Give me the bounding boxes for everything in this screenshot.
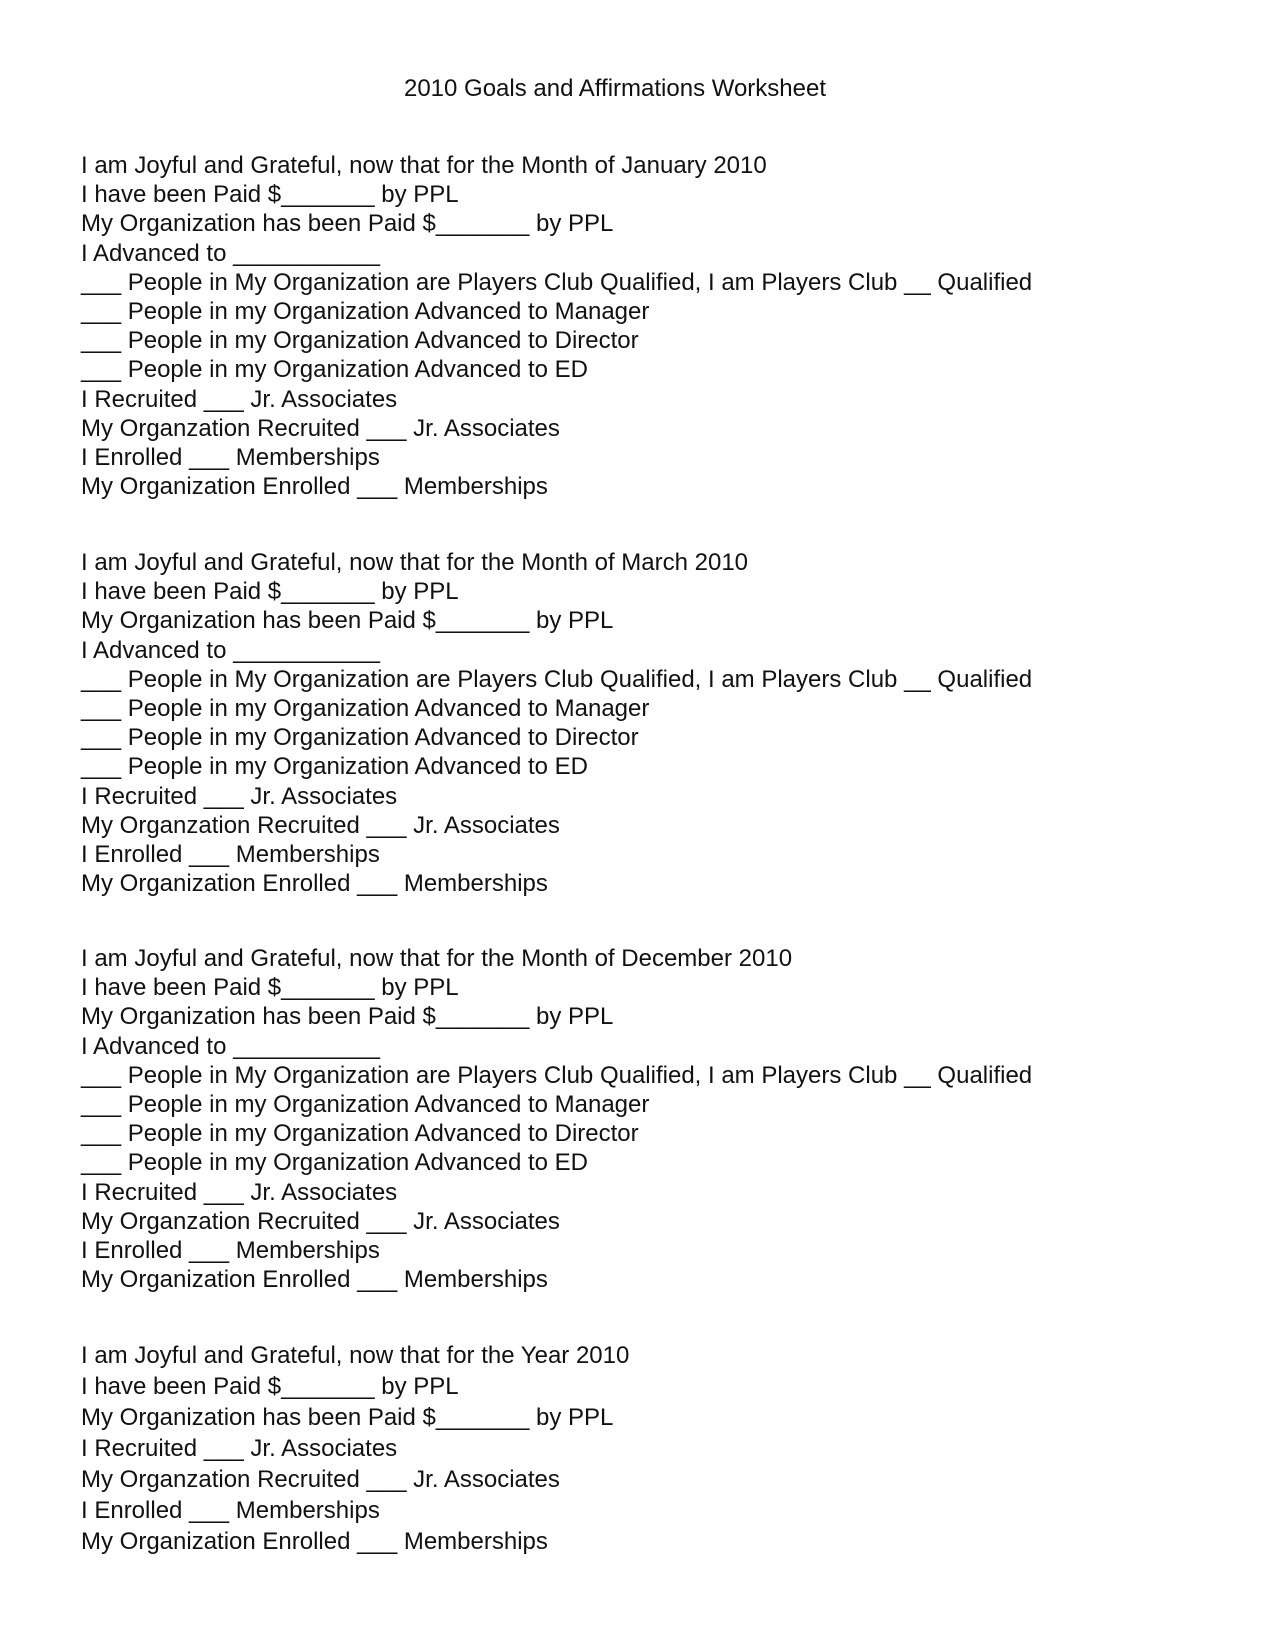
players-club-line: ___ People in My Organization are Players Club Qualified, I am Players Club __ Qualified xyxy=(81,1061,1033,1089)
organization-enrolled-line: My Organization Enrolled ___ Memberships xyxy=(81,1266,548,1294)
advanced-manager-line: ___ People in my Organization Advanced to Manager xyxy=(81,1090,650,1118)
recruited-line: I Recruited ___ Jr. Associates xyxy=(81,782,398,810)
organization-recruited-line: My Organzation Recruited ___ Jr. Associates xyxy=(81,414,560,442)
organization-paid-line: My Organization has been Paid $_______ by PPL xyxy=(81,1003,614,1031)
organization-paid-line: My Organization has been Paid $_______ by PPL xyxy=(81,210,614,238)
recruited-line: I Recruited ___ Jr. Associates xyxy=(81,385,398,413)
organization-recruited-line: My Organzation Recruited ___ Jr. Associates xyxy=(81,811,560,839)
personal-paid-line: I have been Paid $_______ by PPL xyxy=(81,1373,459,1400)
advanced-director-line: ___ People in my Organization Advanced to Director xyxy=(81,1120,639,1148)
advanced-manager-line: ___ People in my Organization Advanced to Manager xyxy=(81,694,650,722)
organization-recruited-line: My Organzation Recruited ___ Jr. Associates xyxy=(81,1207,560,1235)
section-heading: I am Joyful and Grateful, now that for the Month of March 2010 xyxy=(81,549,749,576)
section-march xyxy=(81,548,1231,898)
players-club-line: ___ People in My Organization are Players Club Qualified, I am Players Club __ Qualified xyxy=(81,268,1033,296)
personal-paid-line: I have been Paid $_______ by PPL xyxy=(81,974,459,1002)
recruited-line: I Recruited ___ Jr. Associates xyxy=(81,1178,398,1206)
organization-enrolled-line: My Organization Enrolled ___ Memberships xyxy=(81,870,548,898)
advanced-to-line: I Advanced to ___________ xyxy=(81,636,380,664)
personal-paid-line: I have been Paid $_______ by PPL xyxy=(81,181,459,209)
enrolled-line: I Enrolled ___ Memberships xyxy=(81,840,380,868)
organization-enrolled-line: My Organization Enrolled ___ Memberships xyxy=(81,1528,548,1555)
section-year xyxy=(81,1340,1231,1557)
section-december xyxy=(81,944,1231,1294)
advanced-manager-line: ___ People in my Organization Advanced to Manager xyxy=(81,297,650,325)
enrolled-line: I Enrolled ___ Memberships xyxy=(81,443,380,471)
enrolled-line: I Enrolled ___ Memberships xyxy=(81,1497,380,1524)
advanced-to-line: I Advanced to ___________ xyxy=(81,1032,380,1060)
organization-enrolled-line: My Organization Enrolled ___ Memberships xyxy=(81,473,548,501)
enrolled-line: I Enrolled ___ Memberships xyxy=(81,1236,380,1264)
organization-paid-line: My Organization has been Paid $_______ by PPL xyxy=(81,607,614,635)
advanced-ed-line: ___ People in my Organization Advanced to ED xyxy=(81,1149,588,1177)
advanced-ed-line: ___ People in my Organization Advanced to ED xyxy=(81,753,588,781)
organization-recruited-line: My Organzation Recruited ___ Jr. Associates xyxy=(81,1466,560,1493)
advanced-director-line: ___ People in my Organization Advanced to Director xyxy=(81,724,639,752)
recruited-line: I Recruited ___ Jr. Associates xyxy=(81,1435,398,1462)
section-january xyxy=(81,151,1231,501)
organization-paid-line: My Organization has been Paid $_______ by PPL xyxy=(81,1404,614,1431)
advanced-director-line: ___ People in my Organization Advanced to Director xyxy=(81,327,639,355)
players-club-line: ___ People in My Organization are Players Club Qualified, I am Players Club __ Qualified xyxy=(81,665,1033,693)
section-heading: I am Joyful and Grateful, now that for the Month of January 2010 xyxy=(81,152,767,179)
personal-paid-line: I have been Paid $_______ by PPL xyxy=(81,578,459,606)
advanced-to-line: I Advanced to ___________ xyxy=(81,239,380,267)
section-heading: I am Joyful and Grateful, now that for the Year 2010 xyxy=(81,1342,630,1369)
section-heading: I am Joyful and Grateful, now that for the Month of December 2010 xyxy=(81,945,793,972)
worksheet-title: 2010 Goals and Affirmations Worksheet xyxy=(403,75,826,102)
advanced-ed-line: ___ People in my Organization Advanced to ED xyxy=(81,356,588,384)
